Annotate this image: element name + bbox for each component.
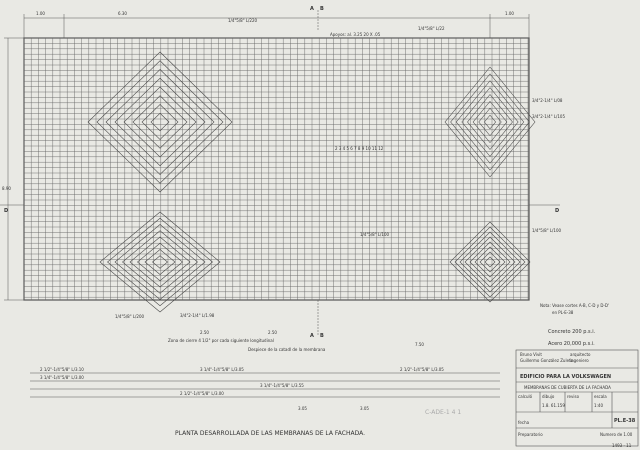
drawing-caption: PLANTA DESARROLLADA DE LAS MEMBRANAS DE LA FACHADA. <box>175 430 366 437</box>
schedule-1: 2 1/2"-1/4"5/8" L/3.10 <box>40 367 84 372</box>
label-fecha: fecha <box>518 420 530 425</box>
schedule-6: 2 1/2"-1/4"5/8" L/3.00 <box>180 391 224 396</box>
designer-role: arquitecto <box>570 352 591 357</box>
top-label-1: 1/4"5/8" L/220 <box>228 18 258 23</box>
bottom-dim-3: 7.50 <box>415 342 424 347</box>
label-numero: Numero de 1.00 <box>600 432 633 437</box>
designer-name: Bruno Vivit <box>520 352 542 357</box>
bottom-label-4: Despiece de la catadl de la membrana <box>248 347 326 352</box>
engineer-role: ingeniero <box>570 358 589 363</box>
right-label-1: 3/4"2-1/4" L/08 <box>532 98 563 103</box>
label-calculo: calculó <box>518 394 533 399</box>
bottom-label-2: Zona de cierre 4 1/2" por cada siguiente longitudinal <box>168 338 274 343</box>
schedule-dim-2: 3.05 <box>360 406 369 411</box>
engineer-name: Guillermo González Zuleta <box>520 358 574 363</box>
right-label-3: 1/4"5/8" L/100 <box>532 228 562 233</box>
scale-value: 1:40 <box>594 403 603 408</box>
sheet-number: PL.E-38 <box>614 418 636 424</box>
schedule-5: 3 1/4"-1/4"5/8" L/3.55 <box>260 383 304 388</box>
label-preparatorio: Preparatorio <box>518 432 543 437</box>
note-line-2: en PL-E-38 <box>552 310 574 315</box>
mid-label-2: 1/4"5/8" L/100 <box>360 232 390 237</box>
schedule-dim-1: 3.05 <box>298 406 307 411</box>
corner-note: 1493 - 11 <box>612 443 632 448</box>
top-dim-mid: 6.30 <box>118 11 127 16</box>
left-dim: 8.90 <box>2 186 11 191</box>
section-mark-d-right: D <box>555 208 560 214</box>
top-label-3: Apoyos: al. 3.25 20 X .05 <box>330 32 381 37</box>
right-label-2: 3/4"2-1/4" L/105 <box>532 114 566 119</box>
section-mark-a: A <box>310 6 314 12</box>
section-mark-b-bottom: B <box>320 333 324 339</box>
top-dim-right: 1.00 <box>505 11 514 16</box>
schedule-4: 3 1/4"-1/4"5/8" L/3.00 <box>40 375 84 380</box>
label-dibujo: dibujo <box>542 394 555 399</box>
date-value: 1.8. 61.159 <box>542 403 565 408</box>
section-mark-d-left: D <box>4 208 9 214</box>
spec-concrete: Concreto 200 p.s.i. <box>548 329 596 335</box>
top-label-2: 1/4"5/8" L/22 <box>418 26 445 31</box>
schedule-2: 3 1/4"-1/4"5/8" L/3.05 <box>200 367 244 372</box>
bottom-label-3: 3/4"2-1/4" L/1.98 <box>180 313 215 318</box>
sheet-title: MEMBRANAS DE CUBIERTA DE LA FACHADA <box>524 385 611 390</box>
note-line-1: Nota: Vease cortes A-B, C-D y D-D' <box>540 303 610 308</box>
section-mark-b: B <box>320 6 324 12</box>
stamp: C-ADE-1 4 1 <box>425 409 462 416</box>
schedule-3: 2 1/2"-1/4"5/8" L/3.05 <box>400 367 444 372</box>
bottom-dim-1: 2.50 <box>200 330 209 335</box>
mid-label-1: 2 3 4 5 6 7 8 9 10 11 12 <box>335 146 384 151</box>
spec-steel: Acero 20,000 p.s.i. <box>548 341 595 347</box>
bottom-label-1: 1/4"5/8" L/200 <box>115 314 145 319</box>
section-mark-a-bottom: A <box>310 333 314 339</box>
label-reviso: reviso <box>567 394 580 399</box>
label-escala: escala <box>594 394 607 399</box>
top-dim-left: 1.00 <box>36 11 45 16</box>
project-name: EDIFICIO PARA LA VOLKSWAGEN <box>520 374 612 380</box>
bottom-dim-2: 2.50 <box>268 330 277 335</box>
